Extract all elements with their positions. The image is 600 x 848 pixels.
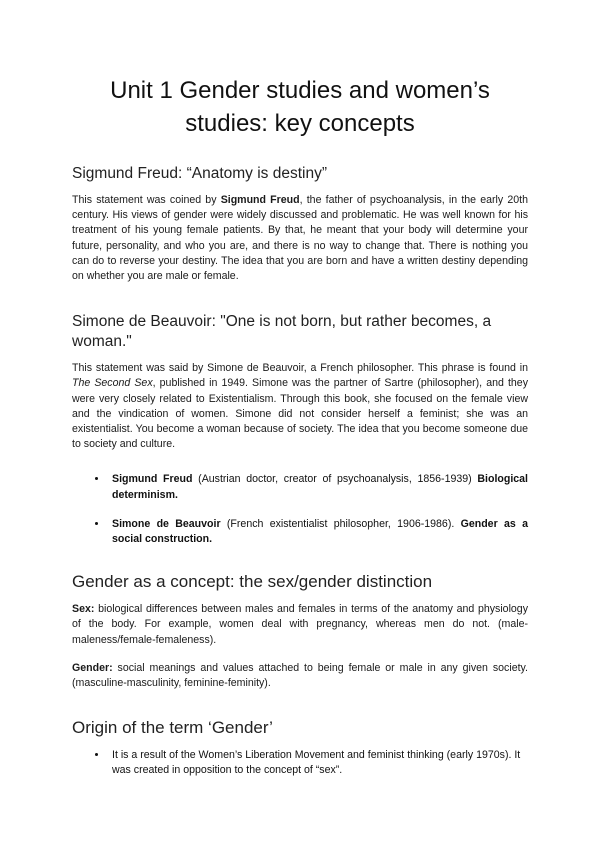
list-item-origin: • It is a result of the Women’s Liberation Movement and feminist thinking (early 1970s). It was created in opposition to the concept of “sex”. [108,748,528,778]
freud-section [72,164,528,284]
freud-heading: Sigmund Freud: “Anatomy is destiny” [72,165,327,182]
gender-text: social meanings and values attached to being female or male in any given society. (masculine-masculinity, feminine-feminity). [72,661,528,690]
sex-definition [72,602,528,648]
origin-section [72,717,528,778]
beauvoir-text-b: , published in 1949. Simone was the partner of Sartre (philosopher), and they were very closely related to Existentialism. Through this book, she focused on the female view and the vindication of women. Simone did not consider herself a feminist; she was an existentialist. You become a woman because of society. The idea that you become someone due to society and culture. [72,377,528,451]
list-item-beauvoir [108,517,528,547]
thinkers-list [72,472,528,547]
list-item-freud [108,472,528,502]
origin-list [72,748,528,778]
beauvoir-text-a: This statement was said by Simone de Beauvoir, a French philosopher. This phrase is found in [72,362,528,375]
freud-bullet-text: (Austrian doctor, creator of psychoanalysis, 1856-1939) [192,473,478,486]
beauvoir-bullet-text: (French existentialist philosopher, 1906-1986). [220,517,461,530]
freud-text-a: This statement was coined by [72,194,221,206]
freud-bullet-name: Sigmund Freud [112,473,193,486]
freud-text-b: , the father of psychoanalysis, in the early 20th century. His views of gender were widely discussed and problematic. He was well known for his treatment of his young female patients. By that, he meant that your body will determine your future, personality, and who you are, and there is no way to change that. There is nothing you can do to reverse your destiny. The idea that you are born and have a written destiny depending on whether you are male or female. [72,194,528,283]
sex-text: biological differences between males and females in terms of the anatomy and physiology of the body. For example, women deal with pregnancy, whereas men do not. (male-maleness/female-femaleness). [72,603,528,646]
book-title-italic: The Second Sex [72,377,153,390]
sex-label: Sex: [72,603,95,616]
beauvoir-heading: Simone de Beauvoir: "One is not born, but rather becomes, a woman." [72,313,492,351]
document-page [72,74,528,803]
freud-bullet-tail: Biological determinism. [112,473,528,501]
concept-heading: Gender as a concept: the sex/gender distinction [72,572,433,592]
beauvoir-bullet-tail: Gender as a social construction. [112,517,528,546]
concept-section [72,571,528,691]
beauvoir-bullet-name: Simone de Beauvoir [112,517,221,530]
beauvoir-paragraph [72,361,528,452]
beauvoir-section [72,312,528,452]
freud-name-bold: Sigmund Freud [220,194,300,206]
freud-paragraph [72,193,528,284]
paragraph-gap [72,648,528,661]
page-title: Unit 1 Gender studies and women’s studies: key concepts [110,77,490,137]
gender-label: Gender: [72,661,113,674]
gender-definition [72,661,528,691]
origin-heading: Origin of the term ‘Gender’ [72,718,273,738]
